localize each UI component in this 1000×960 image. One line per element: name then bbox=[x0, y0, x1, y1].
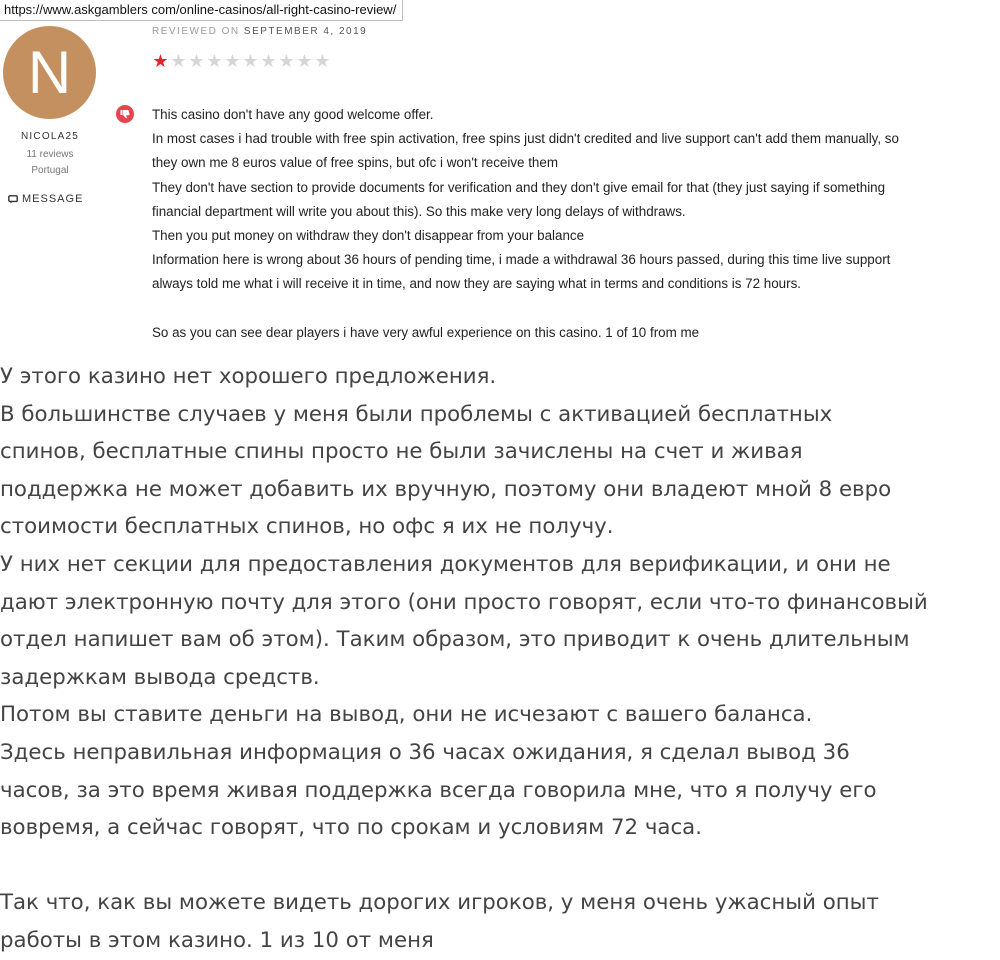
rating-stars bbox=[152, 52, 331, 70]
star-empty-icon: ★ bbox=[170, 51, 187, 71]
translation-line: вовремя, а сейчас говорят, что по срокам и условиям 72 часа. bbox=[0, 815, 702, 841]
review-line: They don't have section to provide documents for verification and they don't give email for that (they just saying if something bbox=[152, 179, 886, 195]
translation-line: спинов, бесплатные спины просто не были зачислены на счет и живая bbox=[0, 439, 803, 465]
review-line: In most cases i had trouble with free spin activation, free spins just didn't credited and live support can't add them manually, so bbox=[152, 131, 899, 147]
translation-line: Так что, как вы можете видеть дорогих игроков, у меня очень ужасный опыт bbox=[0, 890, 879, 916]
translation-line: отдел напишет вам об этом). Таким образом, это приводит к очень длительным bbox=[0, 627, 910, 653]
review-date-prefix: REVIEWED ON bbox=[152, 26, 240, 37]
message-label: MESSAGE bbox=[22, 193, 84, 205]
star-empty-icon: ★ bbox=[314, 51, 331, 71]
review-line: Information here is wrong about 36 hours of pending time, i made a withdrawal 36 hours passed, during this time live support bbox=[152, 252, 891, 268]
review-line: always told me what i will receive it in time, and now they are saying what in terms and conditions is 72 hours. bbox=[152, 276, 802, 292]
reviewer-review-count: 11 reviews bbox=[26, 149, 74, 160]
star-empty-icon: ★ bbox=[206, 51, 223, 71]
avatar-letter: N bbox=[27, 39, 72, 106]
reviewer-country: Portugal bbox=[31, 165, 69, 176]
translation-line: задержкам вывода средств. bbox=[0, 664, 320, 690]
translation-line: Здесь неправильная информация о 36 часах ожидания, я сделал вывод 36 bbox=[0, 739, 850, 765]
review-line: they own me 8 euros value of free spins, but ofc i won't receive them bbox=[152, 155, 558, 171]
translation-line: работы в этом казино. 1 из 10 от меня bbox=[0, 927, 434, 953]
star-empty-icon: ★ bbox=[242, 51, 259, 71]
thumbs-down-icon bbox=[116, 105, 134, 123]
url-text: https://www.askgamblers com/online-casinos/all-right-casino-review/ bbox=[4, 2, 397, 17]
address-bar[interactable] bbox=[0, 0, 403, 21]
translation-line: дают электронную почту для этого (они просто говорят, если что-то финансовый bbox=[0, 589, 928, 615]
message-icon bbox=[8, 195, 18, 204]
translation-line: поддержка не может добавить их вручную, поэтому они владеют мной 8 евро bbox=[0, 476, 892, 502]
review-line: financial department will write you about this). So this make very long delays of withdraws. bbox=[152, 203, 686, 219]
star-empty-icon: ★ bbox=[224, 51, 241, 71]
review-line: Then you put money on withdraw they don't disappear from your balance bbox=[152, 228, 585, 244]
message-button[interactable] bbox=[8, 193, 83, 205]
translation-line: У них нет секции для предоставления документов для верификации, и они не bbox=[0, 551, 891, 577]
star-empty-icon: ★ bbox=[188, 51, 205, 71]
star-empty-icon: ★ bbox=[296, 51, 313, 71]
review-date bbox=[152, 26, 367, 37]
star-empty-icon: ★ bbox=[260, 51, 277, 71]
review-date-value: SEPTEMBER 4, 2019 bbox=[243, 26, 368, 37]
translation-line: Потом вы ставите деньги на вывод, они не исчезают с вашего баланса. bbox=[0, 702, 813, 728]
translation-text bbox=[0, 358, 1000, 960]
review-line: So as you can see dear players i have very awful experience on this casino. 1 of 10 from me bbox=[152, 324, 700, 340]
translation-line: часов, за это время живая поддержка всегда говорила мне, что я получу его bbox=[0, 777, 877, 803]
reviewer-name[interactable]: NICOLA25 bbox=[21, 131, 79, 142]
star-empty-icon: ★ bbox=[278, 51, 295, 71]
star-filled-icon: ★ bbox=[152, 51, 169, 71]
translation-line: стоимости бесплатных спинов, но офс я их не получу. bbox=[0, 514, 614, 540]
review-line: This casino don't have any good welcome offer. bbox=[152, 107, 434, 122]
translation-line: У этого казино нет хорошего предложения. bbox=[0, 364, 497, 389]
review-body bbox=[152, 103, 1000, 345]
avatar[interactable] bbox=[3, 26, 96, 119]
translation-line: В большинстве случаев у меня были проблемы с активацией бесплатных bbox=[0, 401, 833, 427]
